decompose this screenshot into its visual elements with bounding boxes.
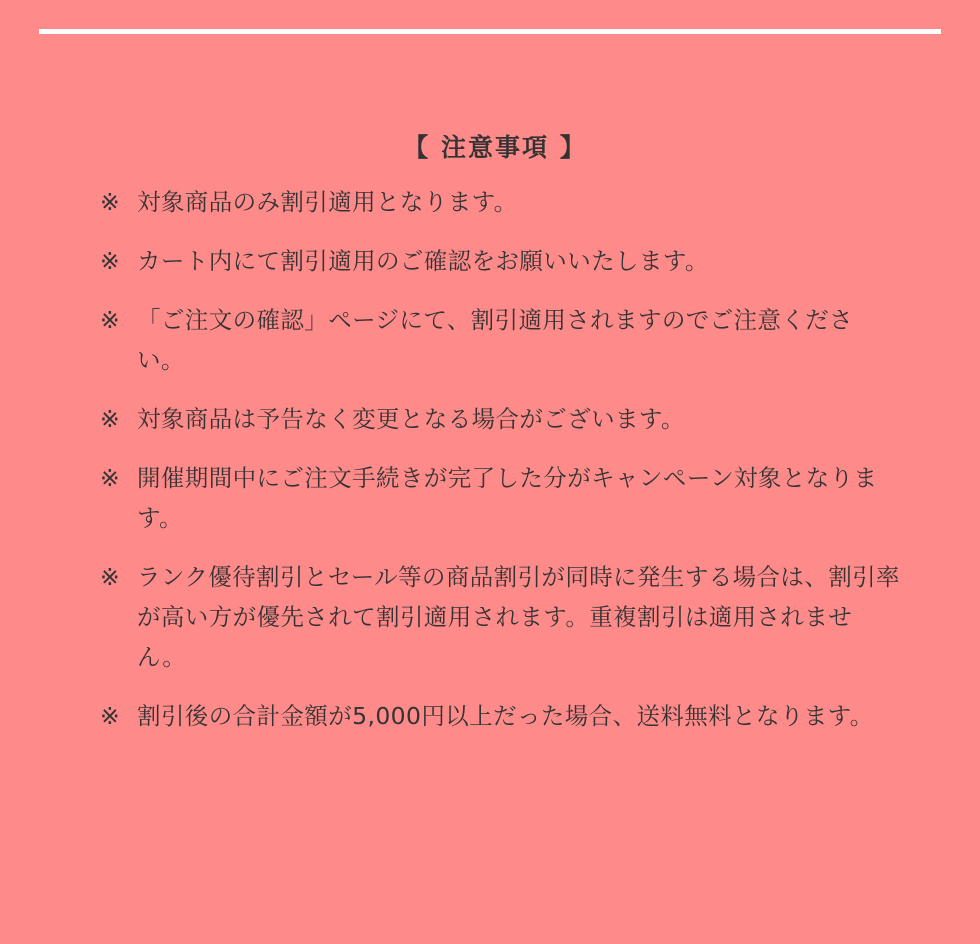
reference-mark: ※ xyxy=(100,188,121,216)
reference-mark: ※ xyxy=(100,702,121,730)
notice-list xyxy=(100,182,900,736)
notice-text: 「ご注文の確認」ページにて、割引適用されますのでご注意ください。 xyxy=(137,306,854,374)
notice-item xyxy=(100,182,900,222)
notice-title: 【 注意事項 】 xyxy=(403,133,587,162)
notice-item xyxy=(100,241,900,281)
notice-section xyxy=(100,128,900,755)
notice-item xyxy=(100,557,900,677)
reference-mark: ※ xyxy=(100,405,121,433)
reference-mark: ※ xyxy=(100,306,121,334)
notice-item xyxy=(100,458,900,538)
notice-text: ランク優待割引とセール等の商品割引が同時に発生する場合は、割引率が高い方が優先されて割引適用されます。重複割引は適用されません。 xyxy=(137,563,900,671)
notice-text: 開催期間中にご注文手続きが完了した分がキャンペーン対象となります。 xyxy=(137,464,878,532)
reference-mark: ※ xyxy=(100,563,121,591)
notice-text: 割引後の合計金額が5,000円以上だった場合、送料無料となります。 xyxy=(137,702,874,730)
notice-text: 対象商品は予告なく変更となる場合がございます。 xyxy=(137,405,685,433)
reference-mark: ※ xyxy=(100,464,121,492)
notice-item xyxy=(100,696,900,736)
notice-item xyxy=(100,300,900,380)
reference-mark: ※ xyxy=(100,247,121,275)
notice-item xyxy=(100,399,900,439)
notice-text: カート内にて割引適用のご確認をお願いいたします。 xyxy=(137,247,709,275)
top-divider xyxy=(39,29,941,34)
notice-text: 対象商品のみ割引適用となります。 xyxy=(137,188,518,216)
